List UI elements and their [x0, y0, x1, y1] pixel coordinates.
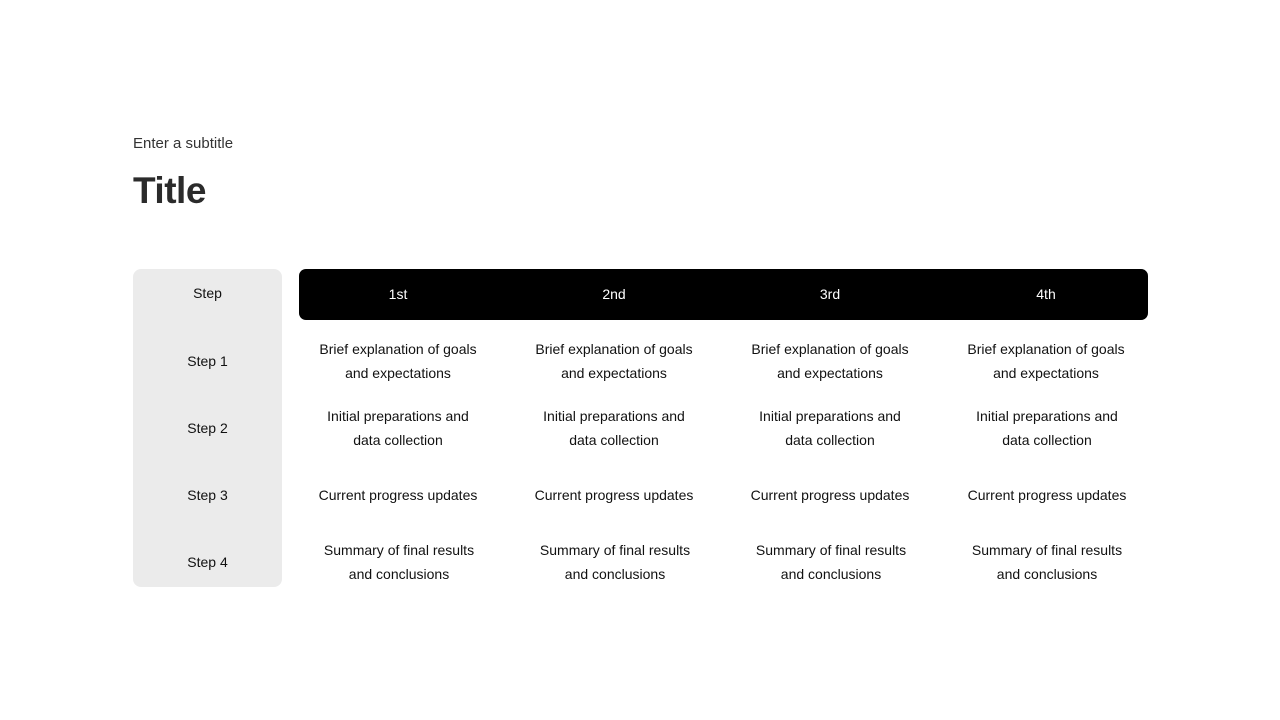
cell-line: Brief explanation of goals	[535, 341, 693, 357]
cell-line: Current progress updates	[750, 487, 910, 503]
column-header-4th: 4th	[1036, 286, 1056, 302]
slide-title: Title	[133, 170, 206, 211]
cell-line: and expectations	[561, 365, 667, 381]
cell-line: Current progress updates	[967, 487, 1127, 503]
cell-line: Initial preparations and	[976, 408, 1118, 424]
cell-line: Initial preparations and	[327, 408, 469, 424]
row-label-step-2: Step 2	[187, 420, 228, 436]
table-cell	[730, 337, 930, 385]
table-cell	[947, 538, 1147, 586]
cell-line: Summary of final results	[971, 542, 1123, 558]
column-header-3rd: 3rd	[819, 286, 841, 302]
cell-line: and conclusions	[780, 566, 882, 582]
table-cell	[731, 538, 931, 586]
row-label-step-4: Step 4	[187, 554, 228, 570]
cell-line: Summary of final results	[323, 542, 475, 558]
cell-line: Current progress updates	[534, 487, 694, 503]
cell-line: Brief explanation of goals	[319, 341, 477, 357]
cell-line: Summary of final results	[539, 542, 691, 558]
cell-line: and conclusions	[564, 566, 666, 582]
cell-line: Summary of final results	[755, 542, 907, 558]
step-label-column	[133, 269, 282, 587]
table-cell	[514, 483, 714, 507]
cell-line: data collection	[353, 432, 443, 448]
cell-line: data collection	[1002, 432, 1092, 448]
cell-line: and conclusions	[996, 566, 1098, 582]
table-cell	[298, 483, 498, 507]
table-cell	[298, 337, 498, 385]
table-cell	[299, 538, 499, 586]
table-cell	[947, 404, 1147, 452]
row-label-step-3: Step 3	[187, 487, 228, 503]
cell-line: Brief explanation of goals	[751, 341, 909, 357]
cell-line: Initial preparations and	[543, 408, 685, 424]
table-cell	[947, 483, 1147, 507]
column-header-bar	[299, 269, 1148, 320]
cell-line: data collection	[785, 432, 875, 448]
slide-subtitle: Enter a subtitle	[133, 135, 234, 152]
row-label-step-1: Step 1	[187, 353, 228, 369]
cell-line: data collection	[569, 432, 659, 448]
column-header-2nd: 2nd	[602, 286, 626, 302]
cell-line: and conclusions	[348, 566, 450, 582]
table-cell	[730, 483, 930, 507]
cell-line: and expectations	[777, 365, 883, 381]
table-cell	[515, 538, 715, 586]
cell-line: and expectations	[345, 365, 451, 381]
step-header-label: Step	[193, 285, 222, 301]
table-cell	[730, 404, 930, 452]
cell-line: Current progress updates	[318, 487, 478, 503]
column-header-1st: 1st	[388, 286, 408, 302]
cell-line: Initial preparations and	[759, 408, 901, 424]
cell-line: Brief explanation of goals	[967, 341, 1125, 357]
cell-line: and expectations	[993, 365, 1099, 381]
table-cell	[946, 337, 1146, 385]
table-cell	[298, 404, 498, 452]
table-cell	[514, 337, 714, 385]
table-cell	[514, 404, 714, 452]
